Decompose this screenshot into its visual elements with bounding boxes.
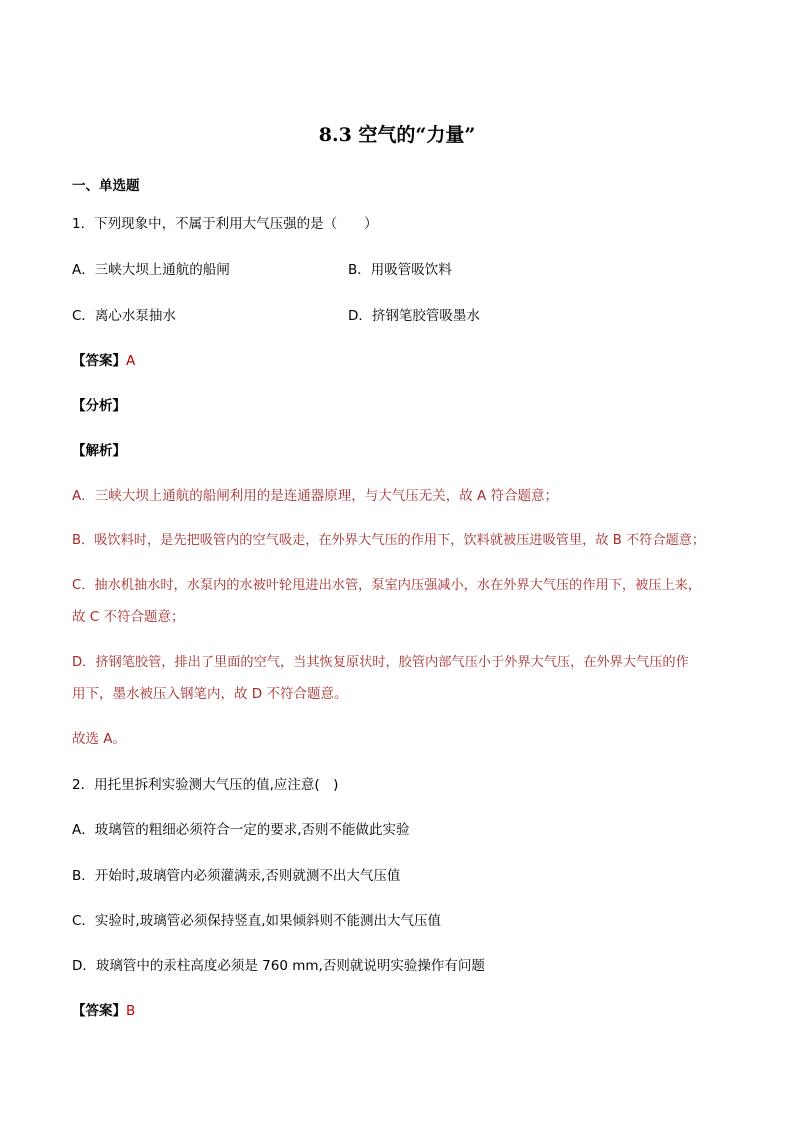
q2-stem: 2．用托里拆利实验测大气压的值,应注意( ) xyxy=(72,777,339,793)
q1-answer-label: 【答案】 xyxy=(72,353,126,369)
q1-option-c: C．离心水泵抽水 xyxy=(72,308,176,324)
q1-explanation-c-line2: 故 C 不符合题意； xyxy=(72,609,185,625)
q1-option-b: B．用吸管吸饮料 xyxy=(348,262,452,278)
q1-option-d: D．挤钢笔胶管吸墨水 xyxy=(348,308,480,324)
q2-answer-label: 【答案】 xyxy=(72,1003,126,1019)
page-title: 8.3 空气的“力量” xyxy=(318,124,476,146)
q1-explanation-d-line2: 用下，墨水被压入钢笔内，故 D 不符合题意。 xyxy=(72,686,348,702)
q1-conclusion: 故选 A。 xyxy=(72,731,127,747)
section-heading: 一、单选题 xyxy=(72,178,140,194)
q1-answer-value: A xyxy=(126,353,136,369)
q2-answer-value: B xyxy=(126,1003,136,1019)
q1-option-a: A．三峡大坝上通航的船闸 xyxy=(72,262,230,278)
q1-explanation-d-line1: D．挤钢笔胶管，排出了里面的空气，当其恢复原状时，胶管内部气压小于外界大气压，在外界大气压的作 xyxy=(72,655,689,670)
q1-answer xyxy=(72,351,135,371)
q1-explanation-a: A．三峡大坝上通航的船闸利用的是连通器原理，与大气压无关，故 A 符合题意； xyxy=(72,488,559,504)
q2-option-b: B．开始时,玻璃管内必须灌满汞,否则就测不出大气压值 xyxy=(72,868,401,884)
q2-option-d: D．玻璃管中的汞柱高度必须是 760 mm,否则就说明实验操作有问题 xyxy=(72,958,485,974)
q2-answer xyxy=(72,1001,135,1021)
q1-explanation-label: 【解析】 xyxy=(72,443,126,459)
q1-analysis-label: 【分析】 xyxy=(72,398,126,414)
q1-explanation-c-line1: C．抽水机抽水时，水泵内的水被叶轮甩进出水管，泵室内压强减小，水在外界大气压的作用下，被压上来， xyxy=(72,578,702,593)
q2-option-c: C．实验时,玻璃管必须保持竖直,如果倾斜则不能测出大气压值 xyxy=(72,913,442,929)
q1-explanation-b: B．吸饮料时，是先把吸管内的空气吸走，在外界大气压的作用下，饮料就被压进吸管里，故 B 不符合题意； xyxy=(72,533,706,548)
q2-option-a: A．玻璃管的粗细必须符合一定的要求,否则不能做此实验 xyxy=(72,822,410,838)
q1-stem: 1．下列现象中，不属于利用大气压强的是（ ） xyxy=(72,216,378,232)
